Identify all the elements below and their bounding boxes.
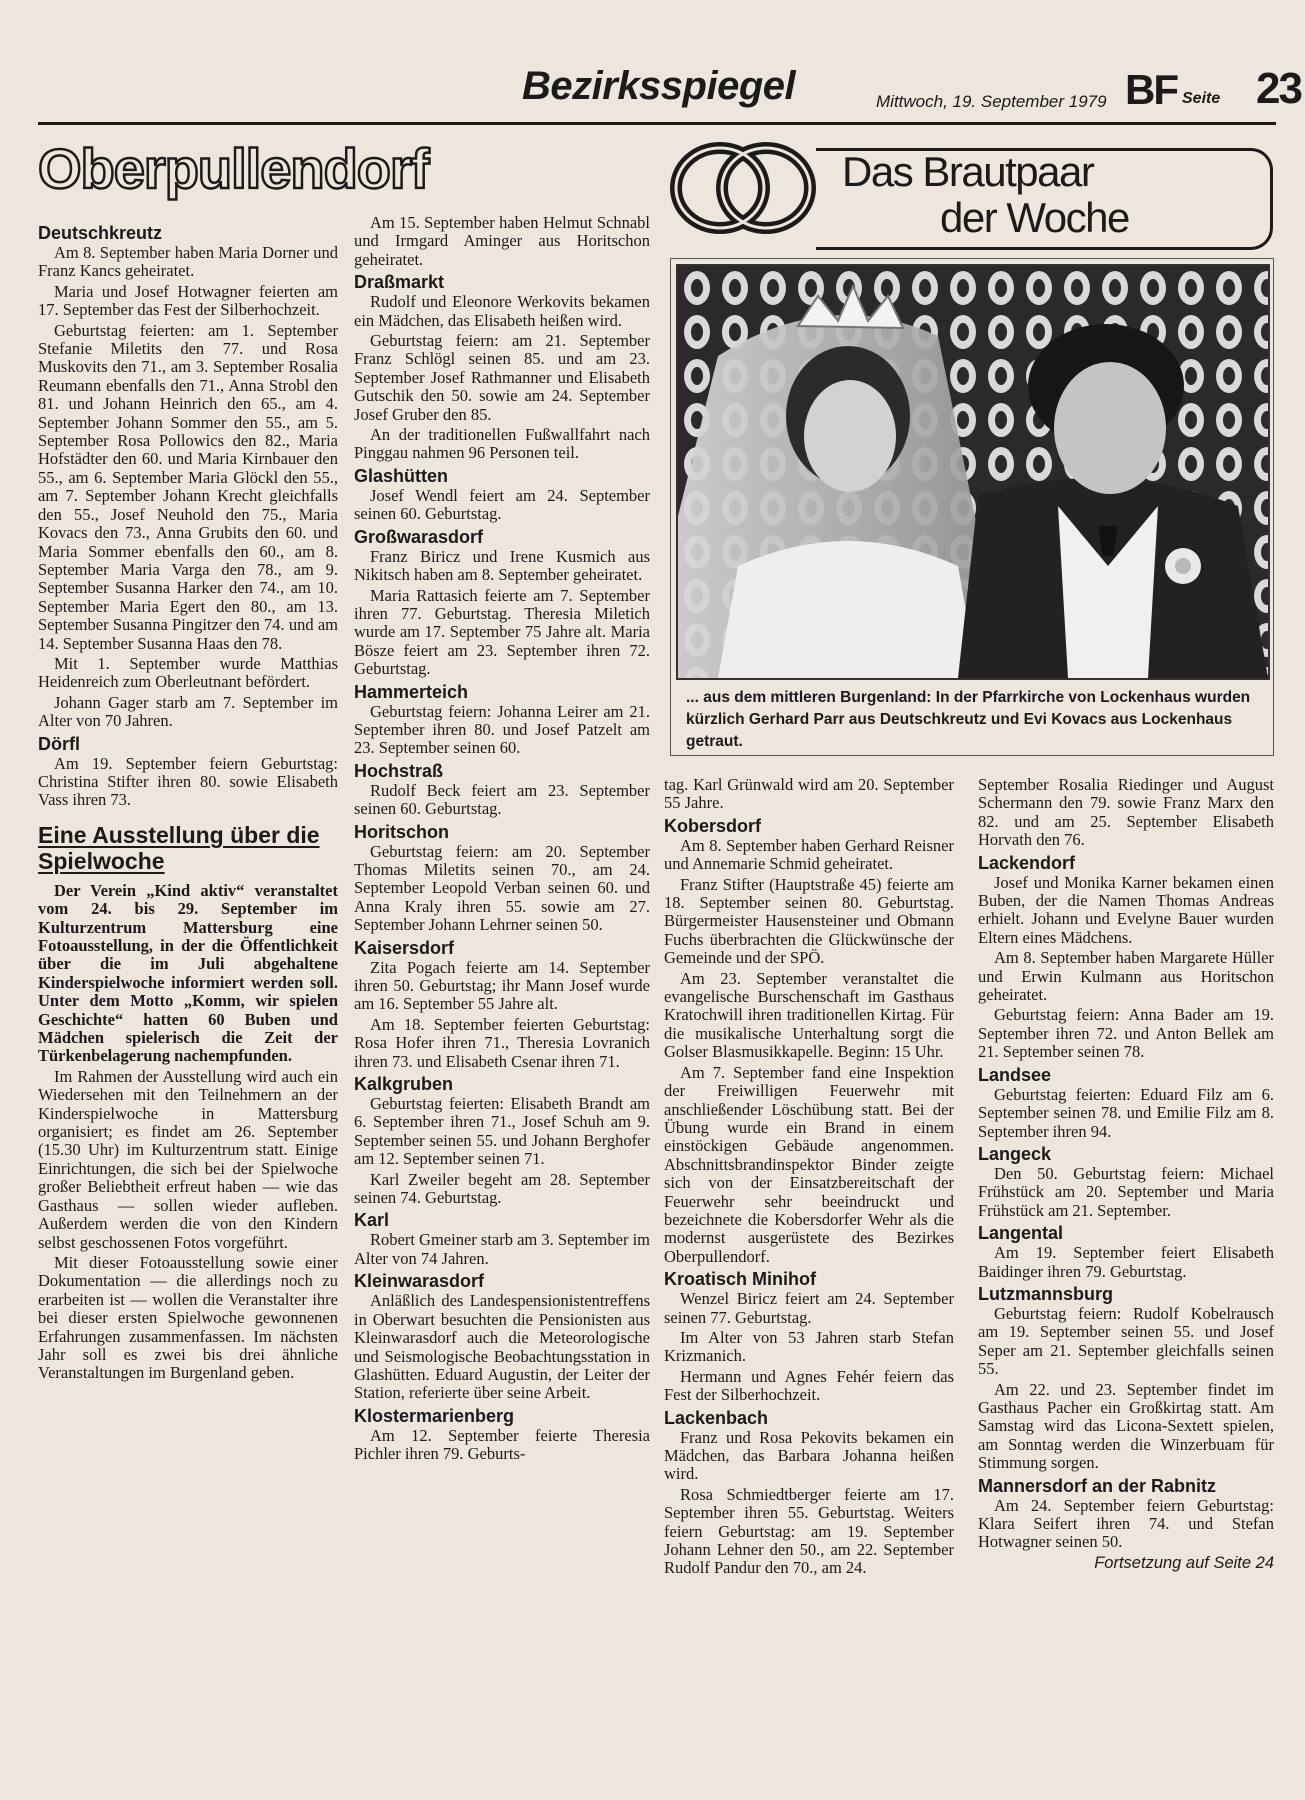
article-body-p2: Mit dieser Fotoausstellung sowie einer Dokumentation — die allerdings noch zu erarbeiten ist — wollen die Veranstalter ihre bei dieser ersten Spielwoche gewonnenen Erfahrungen zusammenfassen. Im nächsten Jahr soll es zwei bis drei ähnliche Veranstaltungen im Burgenland geben.	[38, 1252, 338, 1383]
news-paragraph: Am 7. September fand eine Inspektion der Freiwilligen Feuerwehr mit anschließender Löschübung statt. Bei der Übung wurde ein Brand in einem einstöckigen Gebäude angenommen. Abschnittsbrandinspektor Binder zeigte sich von der Einsatzbereitschaft der Feuerwehr sehr beeindruckt und bezeichnete die Kobersdorfer Wehr als die modernst ausgerüstete des Bezirkes Oberpullendorf.	[664, 1062, 954, 1266]
place-heading: Draßmarkt	[354, 272, 445, 293]
news-paragraph: Am 8. September haben Maria Dorner und Franz Kancs geheiratet.	[38, 243, 338, 281]
article-title: Eine Ausstellung über die Spielwoche	[38, 821, 320, 874]
place-heading: Deutschkreutz	[38, 223, 163, 243]
news-paragraph: Am 19. September feiert Elisabeth Baidinger ihren 79. Geburtstag.	[978, 1243, 1274, 1281]
place-heading: Hochstraß	[354, 760, 444, 781]
header-rule	[38, 122, 1276, 125]
place-heading: Kalkgruben	[354, 1074, 454, 1095]
news-paragraph: Maria und Josef Hotwagner feierten am 17. September das Fest der Silberhochzeit.	[38, 281, 338, 320]
header-title: Bezirksspiegel	[522, 64, 796, 108]
place-heading: Kroatisch Minihof	[664, 1269, 816, 1290]
column-4	[978, 776, 1274, 1574]
news-paragraph: Am 12. September feierte Theresia Pichler ihren 79. Geburts-	[354, 1425, 650, 1464]
header-page-number: 23	[1256, 64, 1301, 113]
news-paragraph: Geburtstag feiern: Anna Bader am 19. September ihren 72. und Anton Bellek am 21. September seinen 78.	[978, 1005, 1274, 1062]
news-paragraph: Hermann und Agnes Fehér feiern das Fest der Silberhochzeit.	[664, 1366, 954, 1405]
news-paragraph: Karl Zweiler begeht am 28. September seinen 74. Geburtstag.	[354, 1169, 650, 1208]
news-paragraph: Geburtstag feiern: Johanna Leirer am 21. September ihren 80. und Josef Patzelt am 23. September seinen 60.	[354, 701, 650, 758]
place-heading: Kaisersdorf	[354, 937, 455, 958]
news-paragraph: Geburtstag feierten: am 1. September Stefanie Miletits den 77. und Rosa Muskovits den 71., am 3. September Rosalia Reumann ebenfalls den 71., Anna Strobl den 81. und Johann Heinrich den 65., am 4. September Johann Sommer den 55., am 5. September Rosa Pollowics den 82., Maria Hofstädter den 60. und Maria Kirnbauer den 55., am 6. September Maria Glöckl den 55., am 7. September Johann Krecht gleichfalls den 55., Josef Neuhold den 75., Maria Kovacs den 73., Anna Grubits den 60. und Maria Sommer ebenfalls den 60., am 8. September Maria Varga den 78., am 9. September Susanna Harker den 74., am 10. September Maria Egert den 80., am 13. September Susanna Pingitzer den 74. und am 14. September Susanna Haas den 78.	[38, 320, 338, 653]
news-paragraph: Am 19. September feiern Geburtstag: Christina Stifter ihren 80. sowie Elisabeth Vass ihren 73.	[38, 753, 338, 810]
news-paragraph: Mit 1. September wurde Matthias Heidenreich zum Oberleutnant befördert.	[38, 653, 338, 692]
place-heading: Mannersdorf an der Rabnitz	[978, 1475, 1217, 1496]
news-paragraph: Franz Stifter (Hauptstraße 45) feierte am 18. September seinen 80. Geburtstag. Bürgermeister Hausensteiner und Obmann Fuchs überbrachten die Glückwünsche der Gemeinde und der SPÖ.	[664, 874, 954, 968]
news-paragraph: Rudolf und Eleonore Werkovits bekamen ein Mädchen, das Elisabeth heißen wird.	[354, 292, 650, 330]
column-3-news	[664, 776, 954, 1578]
wedding-photo-image	[678, 266, 1268, 678]
photo-caption: ... aus dem mittleren Burgenland: In der Pfarrkirche von Lockenhaus wurden kürzlich Gerhard Parr aus Deutschkreutz und Evi Kovacs aus Lockenhaus getraut.	[686, 689, 1251, 750]
brautpaar-title-line1: Das Brautpaar	[842, 148, 1094, 195]
news-paragraph: Josef und Monika Karner bekamen einen Buben, der die Namen Thomas Andreas erhielt. Johann und Evelyne Bauer wurden Eltern eines Mädchens.	[978, 872, 1274, 947]
news-paragraph: Franz und Rosa Pekovits bekamen ein Mädchen, das Barbara Johanna heißen wird.	[664, 1427, 954, 1484]
place-heading: Glashütten	[354, 465, 449, 486]
article-body-p1: Im Rahmen der Ausstellung wird auch ein Wiedersehen mit den Teilnehmern an der Kinderspielwoche in Mattersburg organisiert; es findet am 26. September (15.30 Uhr) im Kulturzentrum statt. Einige Einrichtungen, die sich bei der Spielwoche großer Beliebtheit erfreut haben — wie das Gasthaus — sollen wieder aufleben. Außerdem werden die von den Kindern selbst geschossenen Fotos vorgeführt.	[38, 1066, 338, 1252]
section-title: Oberpullendorf	[38, 137, 429, 200]
place-heading: Lackenbach	[664, 1407, 769, 1428]
header-seite-label: Seite	[1182, 90, 1221, 107]
news-paragraph: Am 23. September veranstaltet die evangelische Burschenschaft im Gasthaus Kratochwill ihren traditionellen Kirtag. Für die musikalische Unterhaltung sorgt die Golser Blasmusikkapelle. Beginn: 15 Uhr.	[664, 968, 954, 1062]
place-heading: Karl	[354, 1210, 390, 1231]
news-paragraph: Am 8. September haben Margarete Hüller und Erwin Kulmann aus Horitschon geheiratet.	[978, 948, 1274, 1005]
place-heading: Klostermarienberg	[354, 1405, 515, 1426]
brautpaar-title-line2: der Woche	[940, 194, 1129, 241]
news-paragraph: Wenzel Biricz feiert am 24. September seinen 77. Geburtstag.	[664, 1289, 954, 1327]
news-paragraph: Im Alter von 53 Jahren starb Stefan Krizmanich.	[664, 1327, 954, 1366]
news-paragraph: Rosa Schmiedtberger feierte am 17. September ihren 55. Geburtstag. Weiters feiern Geburtstag: am 19. September Johann Lehner den 50., am 22. September Rudolf Pandur den 70., am 24.	[664, 1484, 954, 1578]
news-paragraph: Maria Rattasich feierte am 7. September ihren 77. Geburtstag. Theresia Miletich wurde am 17. September 75 Jahre alt. Maria Bösze feiert am 23. September ihren 72. Geburtstag.	[354, 585, 650, 679]
place-heading: Horitschon	[354, 821, 450, 842]
header-date: Mittwoch, 19. September 1979	[876, 92, 1107, 111]
place-heading: Lackendorf	[978, 852, 1076, 873]
column-3	[664, 776, 954, 1580]
wedding-photo	[676, 264, 1270, 680]
news-paragraph: tag. Karl Grünwald wird am 20. September 55 Jahre.	[664, 775, 954, 813]
news-paragraph: Geburtstag feierten: Eduard Filz am 6. September seinen 78. und Emilie Filz am 8. September ihren 94.	[978, 1084, 1274, 1141]
place-heading: Kleinwarasdorf	[354, 1271, 485, 1292]
place-heading: Langeck	[978, 1143, 1052, 1164]
place-heading: Lutzmannsburg	[978, 1283, 1113, 1304]
page-header	[38, 58, 1301, 128]
news-paragraph: Anläßlich des Landespensionistentreffens in Oberwart besuchten die Pensionisten aus Kleinwarasdorf auch die Meteorologische und Seismologische Beobachtungsstation in Glashütten. Eduard Augustin, der Leiter der Station, referierte über seine Arbeit.	[354, 1291, 650, 1403]
place-heading: Hammerteich	[354, 681, 469, 702]
place-heading: Dörfl	[38, 733, 80, 754]
news-paragraph: Den 50. Geburtstag feiern: Michael Frühstück am 20. September und Maria Frühstück am 21. September.	[978, 1163, 1274, 1220]
wedding-rings-icon	[668, 140, 818, 236]
news-paragraph: Geburtstag feiern: am 20. September Thomas Miletits seinen 70., am 24. September Leopold Verban seinen 60. und Anna Kraly ihren 55. sowie am 27. September Johann Lehrner seinen 50.	[354, 841, 650, 935]
news-paragraph: Rudolf Beck feiert am 23. September seinen 60. Geburtstag.	[354, 780, 650, 819]
news-paragraph: Geburtstag feierten: Elisabeth Brandt am 6. September ihren 71., Josef Schuh am 9. September seinen 55. und Johann Berghofer am 12. September seinen 71.	[354, 1094, 650, 1169]
news-paragraph: Am 15. September haben Helmut Schnabl und Irmgard Aminger aus Horitschon geheiratet.	[354, 213, 650, 269]
place-heading: Langental	[978, 1223, 1064, 1244]
news-paragraph: September Rosalia Riedinger und August Schermann den 79. sowie Franz Marx den 82. und am 25. September Elisabeth Horvath den 76.	[978, 775, 1274, 850]
news-paragraph: Josef Wendl feiert am 24. September seinen 60. Geburtstag.	[354, 485, 650, 524]
column-2	[354, 214, 650, 1466]
news-paragraph: Am 24. September feiern Geburtstag: Klara Seifert ihren 74. und Stefan Hotwagner seinen 50.	[978, 1495, 1274, 1552]
news-paragraph: Zita Pogach feierte am 14. September ihren 50. Geburtstag; ihr Mann Josef wurde am 16. September 55 Jahre alt.	[354, 957, 650, 1014]
column-4-news	[978, 776, 1274, 1552]
column-1	[38, 220, 338, 1385]
article-intro: Der Verein „Kind aktiv“ veranstaltet vom 24. bis 29. September im Kulturzentrum Mattersburg eine Fotoausstellung, in der die Öffentlichkeit über die im Juli abgehaltene Kinderspielwoche informiert werden soll. Unter dem Motto „Komm, wir spielen Geschichte“ hatten 60 Buben und Mädchen spielerisch die Zeit der Türkenbelagerung nachempfunden.	[38, 880, 338, 1066]
news-paragraph: Robert Gmeiner starb am 3. September im Alter von 74 Jahren.	[354, 1230, 650, 1268]
news-paragraph: Geburtstag feiern: am 21. September Franz Schlögl seinen 85. und am 23. September Josef Rathmanner und Elisabeth Gutschik den 50. sowie am 24. September Josef Gruber den 85.	[354, 331, 650, 424]
place-heading: Großwarasdorf	[354, 526, 484, 547]
news-paragraph: Johann Gager starb am 7. September im Alter von 70 Jahren.	[38, 692, 338, 731]
news-paragraph: Franz Biricz und Irene Kusmich aus Nikitsch haben am 8. September geheiratet.	[354, 546, 650, 585]
place-heading: Landsee	[978, 1064, 1052, 1085]
continued-note: Fortsetzung auf Seite 24	[1094, 1553, 1274, 1572]
header-brand: BF	[1125, 66, 1177, 113]
news-paragraph: Geburtstag feiern: Rudolf Kobelrausch am 19. September seinen 55. und Josef Seper am 21. September gleichfalls seinen 55.	[978, 1303, 1274, 1379]
news-paragraph: An der traditionellen Fußwallfahrt nach Pinggau nahmen 96 Personen teil.	[354, 425, 650, 463]
place-heading: Kobersdorf	[664, 815, 762, 836]
news-paragraph: Am 18. September feierten Geburtstag: Rosa Hofer ihren 71., Theresia Lovranich ihren 73. und Elisabeth Csenar ihren 71.	[354, 1014, 650, 1071]
news-paragraph: Am 8. September haben Gerhard Reisner und Annemarie Schmid geheiratet.	[664, 835, 954, 874]
column-1-news	[38, 223, 338, 810]
column-2-news	[354, 214, 650, 1464]
news-paragraph: Am 22. und 23. September findet im Gasthaus Pacher ein Großkirtag statt. Am Samstag wird das Licona-Sextett spielen, am Sonntag werden die Winzerbuam für Stimmung sorgen.	[978, 1379, 1274, 1473]
